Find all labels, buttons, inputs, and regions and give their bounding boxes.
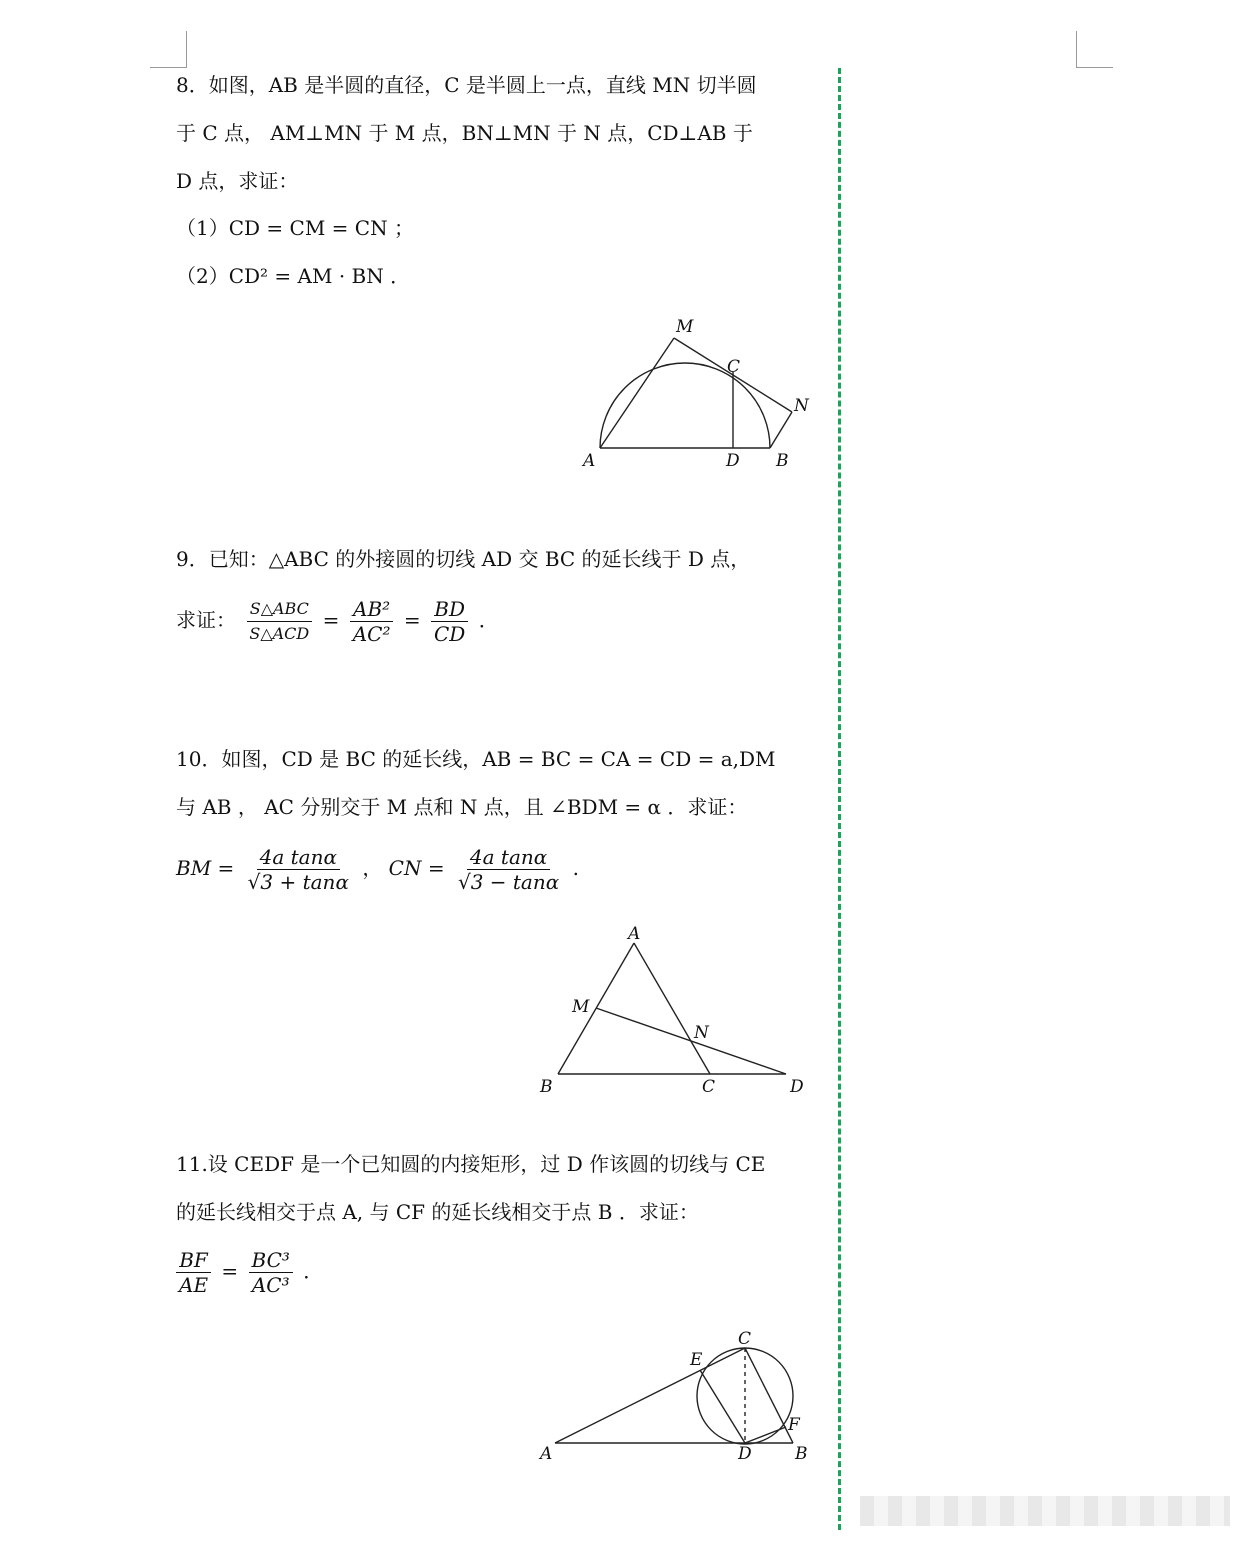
q10-label-a: A (628, 924, 641, 944)
q9-line1: 9．已知：△ABC 的外接圆的切线 AD 交 BC 的延长线于 D 点， (176, 547, 751, 571)
q8-item1: （1）CD = CM = CN ； (176, 216, 414, 240)
q11-figure (530, 1325, 820, 1470)
q8-label-m: M (676, 317, 694, 337)
q10-cn-num: 4a tanα (467, 845, 550, 870)
q10-cn-fraction (455, 845, 562, 894)
q9-suffix: ． (478, 608, 499, 632)
q10-label-b: B (540, 1077, 553, 1097)
q10-label-m: M (572, 997, 590, 1017)
q11-f-num1: BF (176, 1248, 211, 1273)
q8-line-am (600, 338, 674, 448)
q9-f2-num: AB² (350, 597, 393, 622)
q10-bm-den: √3 + tanα (247, 870, 349, 894)
q8-label-b: B (776, 451, 789, 471)
q9-f3-num: BD (431, 597, 468, 622)
q11-line-cb (745, 1348, 793, 1443)
q8-label-n: N (794, 396, 809, 416)
q10-figure (530, 920, 820, 1105)
q11-label-d: D (738, 1444, 752, 1464)
q9-eq2: = (403, 608, 421, 632)
q8-line1: 8．如图，AB 是半圆的直径，C 是半圆上一点，直线 MN 切半圆 (176, 73, 757, 97)
q11-eq: = (221, 1259, 239, 1283)
q10-label-c: C (702, 1077, 716, 1097)
q11-label-f: F (788, 1415, 800, 1435)
q8-label-d: D (726, 451, 740, 471)
watermark-strip (860, 1496, 1230, 1526)
q11-rect-df (745, 1427, 786, 1443)
q11-fraction-right (249, 1248, 293, 1297)
q10-formula (176, 842, 579, 894)
q10-bm-lhs: BM = (176, 856, 235, 880)
q10-label-n: N (694, 1023, 709, 1043)
q10-line-dm (596, 1008, 786, 1074)
q8-item2: （2）CD² = AM · BN ． (176, 264, 411, 288)
q11-f-num2: BC³ (249, 1248, 293, 1273)
q11-label-c: C (738, 1329, 752, 1349)
q10-sep: ， (362, 856, 383, 880)
q11-fraction-left (176, 1248, 211, 1297)
q10-label-d: D (790, 1077, 804, 1097)
q10-line1: 10．如图，CD 是 BC 的延长线，AB = BC = CA = CD = a,DM (176, 747, 776, 771)
page-corner-mark-right (1076, 31, 1113, 68)
q8-line2: 于 C 点， AM⊥MN 于 M 点，BN⊥MN 于 N 点，CD⊥AB 于 (176, 121, 753, 145)
q9-fraction-segments (431, 597, 468, 646)
q9-prefix: 求证： (176, 608, 236, 632)
q10-side-ac (634, 943, 710, 1074)
q11-f-den2: AC³ (251, 1273, 290, 1297)
q10-bm-num: 4a tanα (257, 845, 340, 870)
green-dashed-divider (838, 68, 841, 1530)
q8-line3: D 点，求证： (176, 169, 299, 193)
q9-f1-den: S△ACD (249, 624, 310, 643)
q8-line-bn (770, 412, 792, 448)
q9-f1-num: S△ABC (247, 597, 312, 622)
q9-fraction-sides (350, 597, 394, 646)
q11-formula (172, 1245, 323, 1297)
q9-f3-den: CD (433, 622, 466, 646)
q11-label-e: E (690, 1350, 703, 1370)
q11-line2: 的延长线相交于点 A, 与 CF 的延长线相交于点 B ．求证： (176, 1200, 699, 1224)
q11-label-b: B (795, 1444, 808, 1464)
q8-figure (570, 310, 830, 480)
q9-eq1: = (322, 608, 340, 632)
q11-suffix: ． (303, 1259, 324, 1283)
q11-label-a: A (540, 1444, 553, 1464)
q10-cn-lhs: CN = (388, 856, 445, 880)
q11-rect-ed (700, 1370, 745, 1443)
q10-cn-den: √3 − tanα (457, 870, 560, 894)
q10-bm-fraction (245, 845, 352, 894)
q8-label-a: A (583, 451, 596, 471)
page-corner-mark-left (150, 31, 187, 68)
q10-suffix: . (572, 856, 579, 880)
q8-semicircle (600, 363, 770, 448)
q11-line1: 11.设 CEDF 是一个已知圆的内接矩形，过 D 作该圆的切线与 CE (176, 1152, 766, 1176)
q9-formula (176, 594, 499, 646)
q9-fraction-area (246, 597, 312, 646)
q10-line2: 与 AB ， AC 分别交于 M 点和 N 点，且 ∠BDM = α ．求证： (176, 795, 748, 819)
q11-f-den1: AE (179, 1273, 209, 1297)
q9-f2-den: AC² (352, 622, 391, 646)
q8-label-c: C (727, 357, 741, 377)
